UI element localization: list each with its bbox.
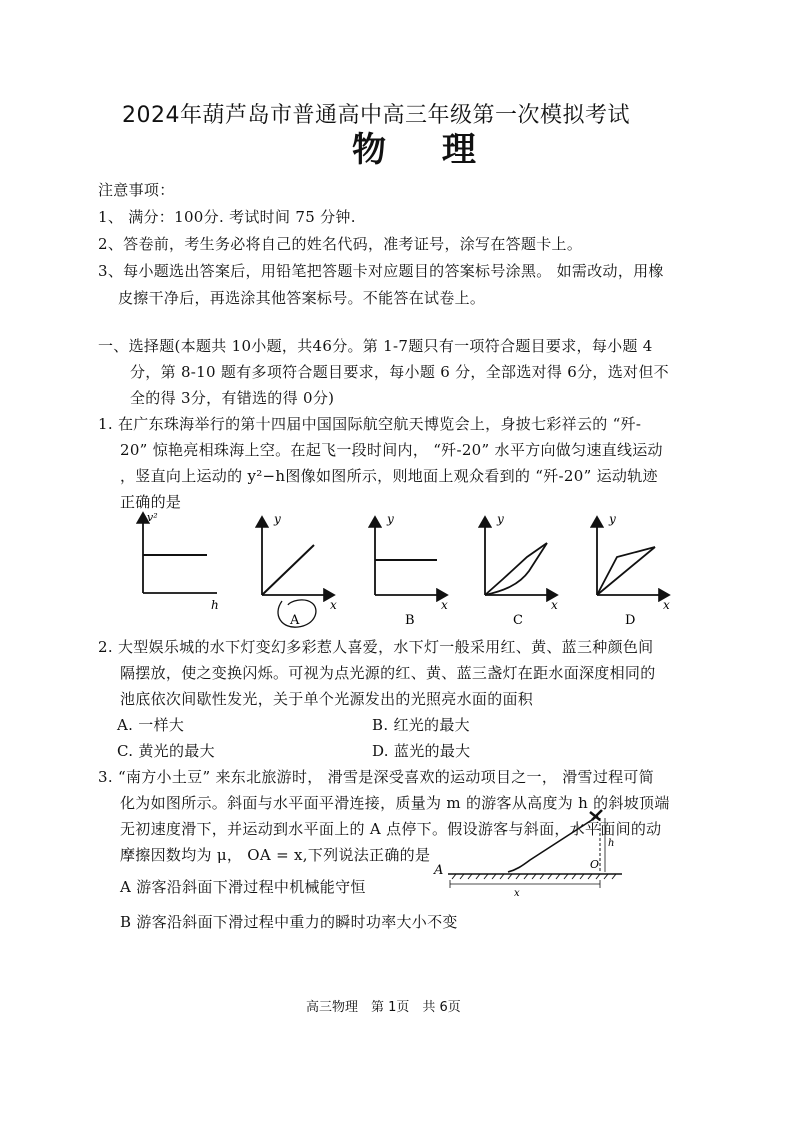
- q3-line: 化为如图所示。斜面与水平面平滑连接，质量为 m 的游客从高度为 h 的斜坡顶端: [120, 794, 670, 812]
- page-footer: 高三物理 第 1页 共 6页: [306, 1000, 461, 1015]
- q3-option-b: B 游客沿斜面下滑过程中重力的瞬时功率大小不变: [120, 913, 458, 931]
- label-x: x: [514, 888, 520, 898]
- graph-option-b: [375, 512, 448, 628]
- y-axis-label: v²: [147, 511, 158, 524]
- graph-v2-h: [143, 511, 219, 612]
- option-label-a: A: [290, 613, 300, 628]
- q1-graphs: [125, 505, 685, 630]
- q2-option-d: D. 蓝光的最大: [372, 742, 471, 760]
- slope-line: [508, 816, 598, 872]
- q2-line: 2. 大型娱乐城的水下灯变幻多彩惹人喜爱，水下灯一般采用红、黄、蓝三种颜色间: [98, 638, 654, 656]
- q1-line: 正确的是: [120, 493, 182, 511]
- q3-slope-figure: [430, 808, 630, 898]
- q3-line: 无初速度滑下，并运动到水平面上的 A 点停下。假设游客与斜面，水平面间的动: [120, 820, 662, 838]
- section-heading-line: 分，第 8-10 题有多项符合题目要求，每小题 6 分，全部选对得 6分，选对但不: [130, 363, 669, 381]
- q1-line: 1. 在广东珠海举行的第十四届中国国际航空航天博览会上，身披七彩祥云的 “歼-: [98, 415, 642, 433]
- trajectory-line: [262, 545, 314, 595]
- option-label-d: D: [625, 613, 636, 628]
- graph-option-a: [262, 512, 337, 628]
- y-axis-label: y: [274, 512, 281, 526]
- q2-line: 池底依次间歇性发光，关于单个光源发出的光照亮水面的面积: [120, 690, 534, 708]
- y-axis-label: y: [387, 512, 394, 526]
- q3-option-a: A 游客沿斜面下滑过程中机械能守恒: [120, 878, 366, 896]
- option-label-b: B: [405, 613, 415, 628]
- label-o: O: [590, 858, 600, 871]
- label-a: A: [434, 863, 444, 878]
- y-axis-label: y: [609, 512, 616, 526]
- section-heading-line: 全的得 3分，有错选的得 0分): [130, 389, 335, 407]
- q1-line: 20” 惊艳亮相珠海上空。在起飞一段时间内， “歼-20” 水平方向做匀速直线运动: [120, 441, 663, 459]
- section-heading-line: 一、选择题(本题共 10小题，共46分。第 1-7题只有一项符合题目要求，每小题 4: [98, 337, 653, 355]
- q2-option-b: B. 红光的最大: [372, 716, 470, 734]
- notice-item: 2、答卷前，考生务必将自己的姓名代码，准考证号，涂写在答题卡上。: [98, 235, 583, 253]
- graph-option-d: [597, 512, 670, 628]
- x-axis-label: x: [551, 598, 558, 612]
- notice-item: 3、每小题选出答案后，用铅笔把答题卡对应题目的答案标号涂黑。 如需改动，用橡: [98, 262, 664, 280]
- notice-item: 1、 满分：100分. 考试时间 75 分钟.: [98, 208, 356, 226]
- q2-option-a: A. 一样大: [117, 716, 185, 734]
- x-axis-label: x: [663, 598, 670, 612]
- x-axis-label: h: [211, 598, 219, 612]
- q2-line: 隔摆放，使之变换闪烁。可视为点光源的红、黄、蓝三盏灯在距水面深度相同的: [120, 664, 656, 682]
- x-axis-label: x: [441, 598, 448, 612]
- q3-line: 摩擦因数均为 μ， OA = x,下列说法正确的是: [120, 846, 431, 864]
- q3-line: 3. “南方小土豆” 来东北旅游时， 滑雪是深受喜欢的运动项目之一， 滑雪过程可简: [98, 768, 655, 786]
- notice-item: 皮擦干净后，再选涂其他答案标号。不能答在试卷上。: [118, 289, 486, 307]
- x-axis-label: x: [330, 598, 337, 612]
- q1-line: ，竖直向上运动的 y²−h图像如图所示，则地面上观众看到的 “歼-20” 运动轨迹: [120, 467, 658, 485]
- option-label-c: C: [513, 613, 523, 628]
- subject-title: 物 理: [352, 130, 498, 170]
- y-axis-label: y: [497, 512, 504, 526]
- trajectory-upper: [485, 543, 547, 595]
- q2-option-c: C. 黄光的最大: [117, 742, 215, 760]
- graph-option-c: [485, 512, 558, 628]
- label-h: h: [608, 838, 615, 849]
- notice-heading: 注意事项：: [98, 181, 175, 199]
- exam-title: 2024年葫芦岛市普通高中高三年级第一次模拟考试: [122, 103, 630, 128]
